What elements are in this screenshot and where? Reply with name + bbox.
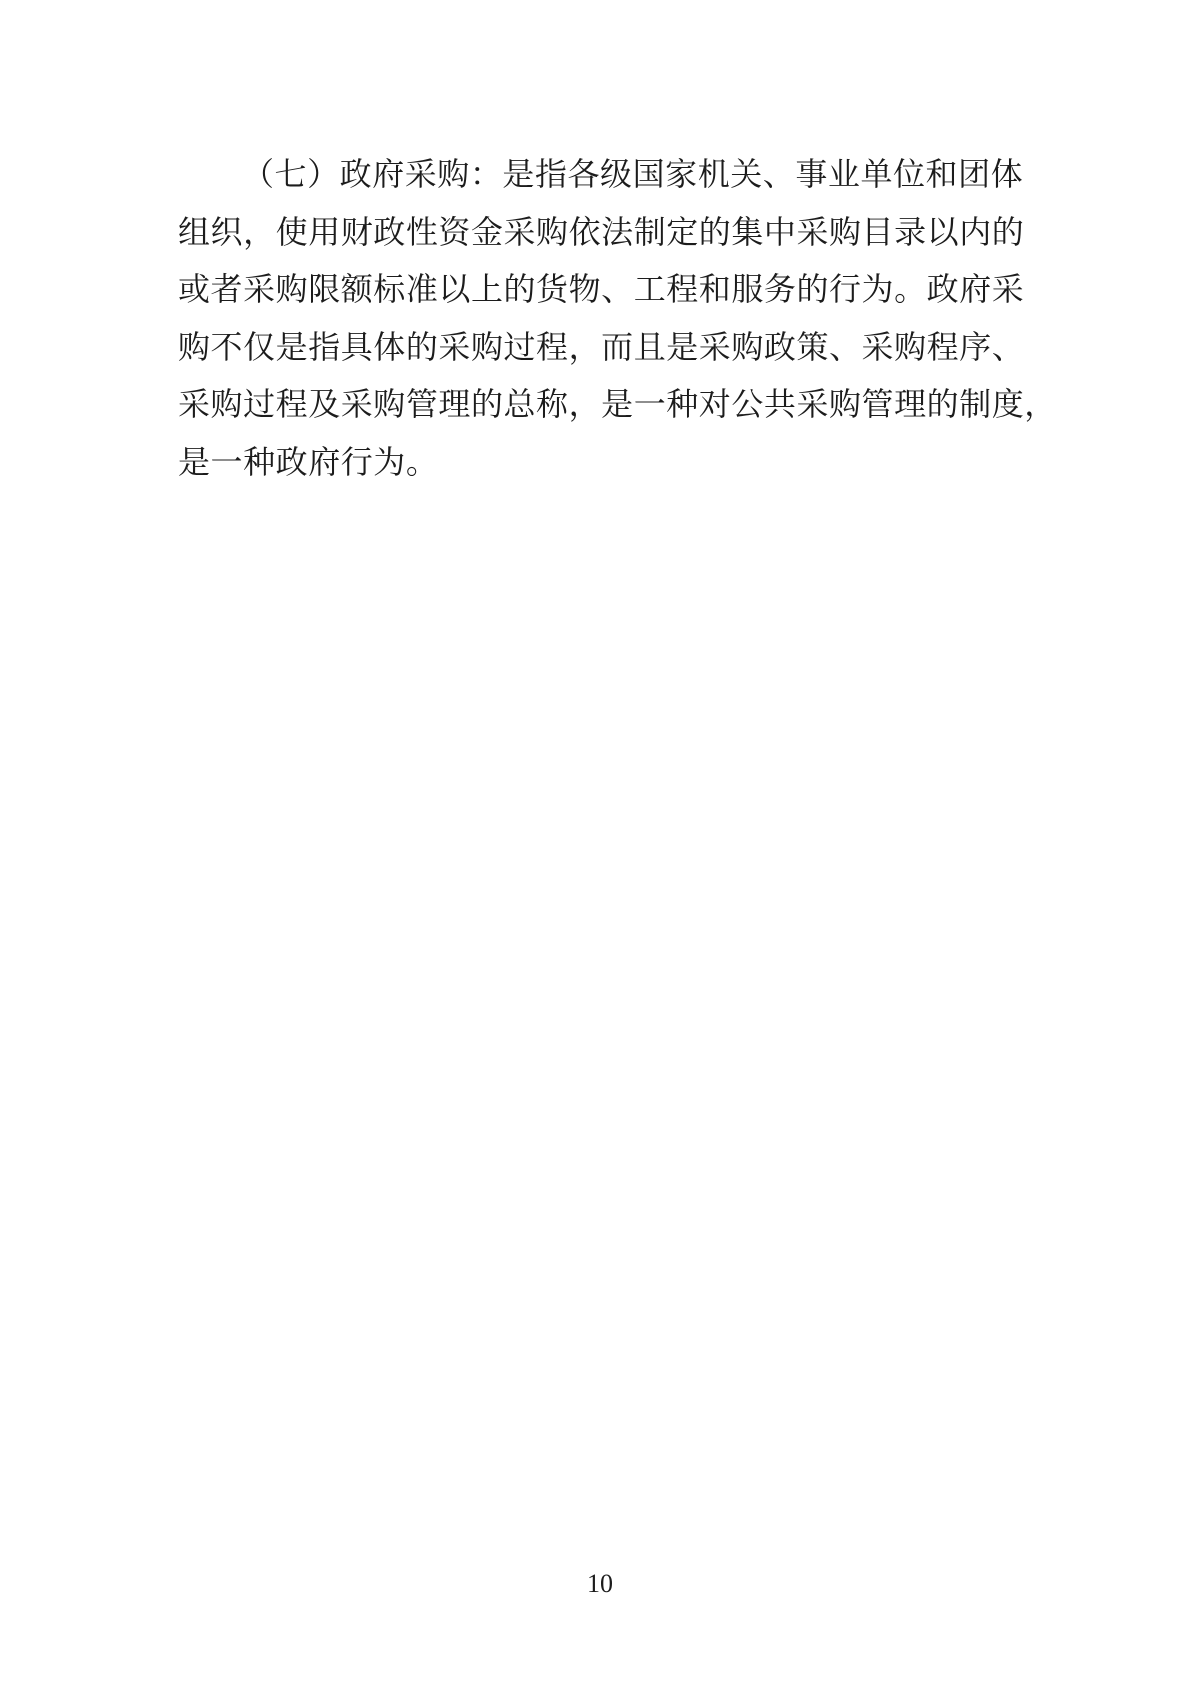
paragraph-line: 组织，使用财政性资金采购依法制定的集中采购目录以内的 <box>178 213 1025 250</box>
paragraph <box>178 146 1057 492</box>
paragraph-line: 采购过程及采购管理的总称，是一种对公共采购管理的制度， <box>178 386 1057 423</box>
paragraph-line: 是一种政府行为。 <box>178 443 439 480</box>
paragraph-line: （七）政府采购：是指各级国家机关、事业单位和团体 <box>242 156 1024 192</box>
paragraph-line: 购不仅是指具体的采购过程，而且是采购政策、采购程序、 <box>178 328 1025 365</box>
page-number: 10 <box>587 1569 613 1598</box>
paragraph-line: 或者采购限额标准以上的货物、工程和服务的行为。政府采 <box>178 271 1025 308</box>
